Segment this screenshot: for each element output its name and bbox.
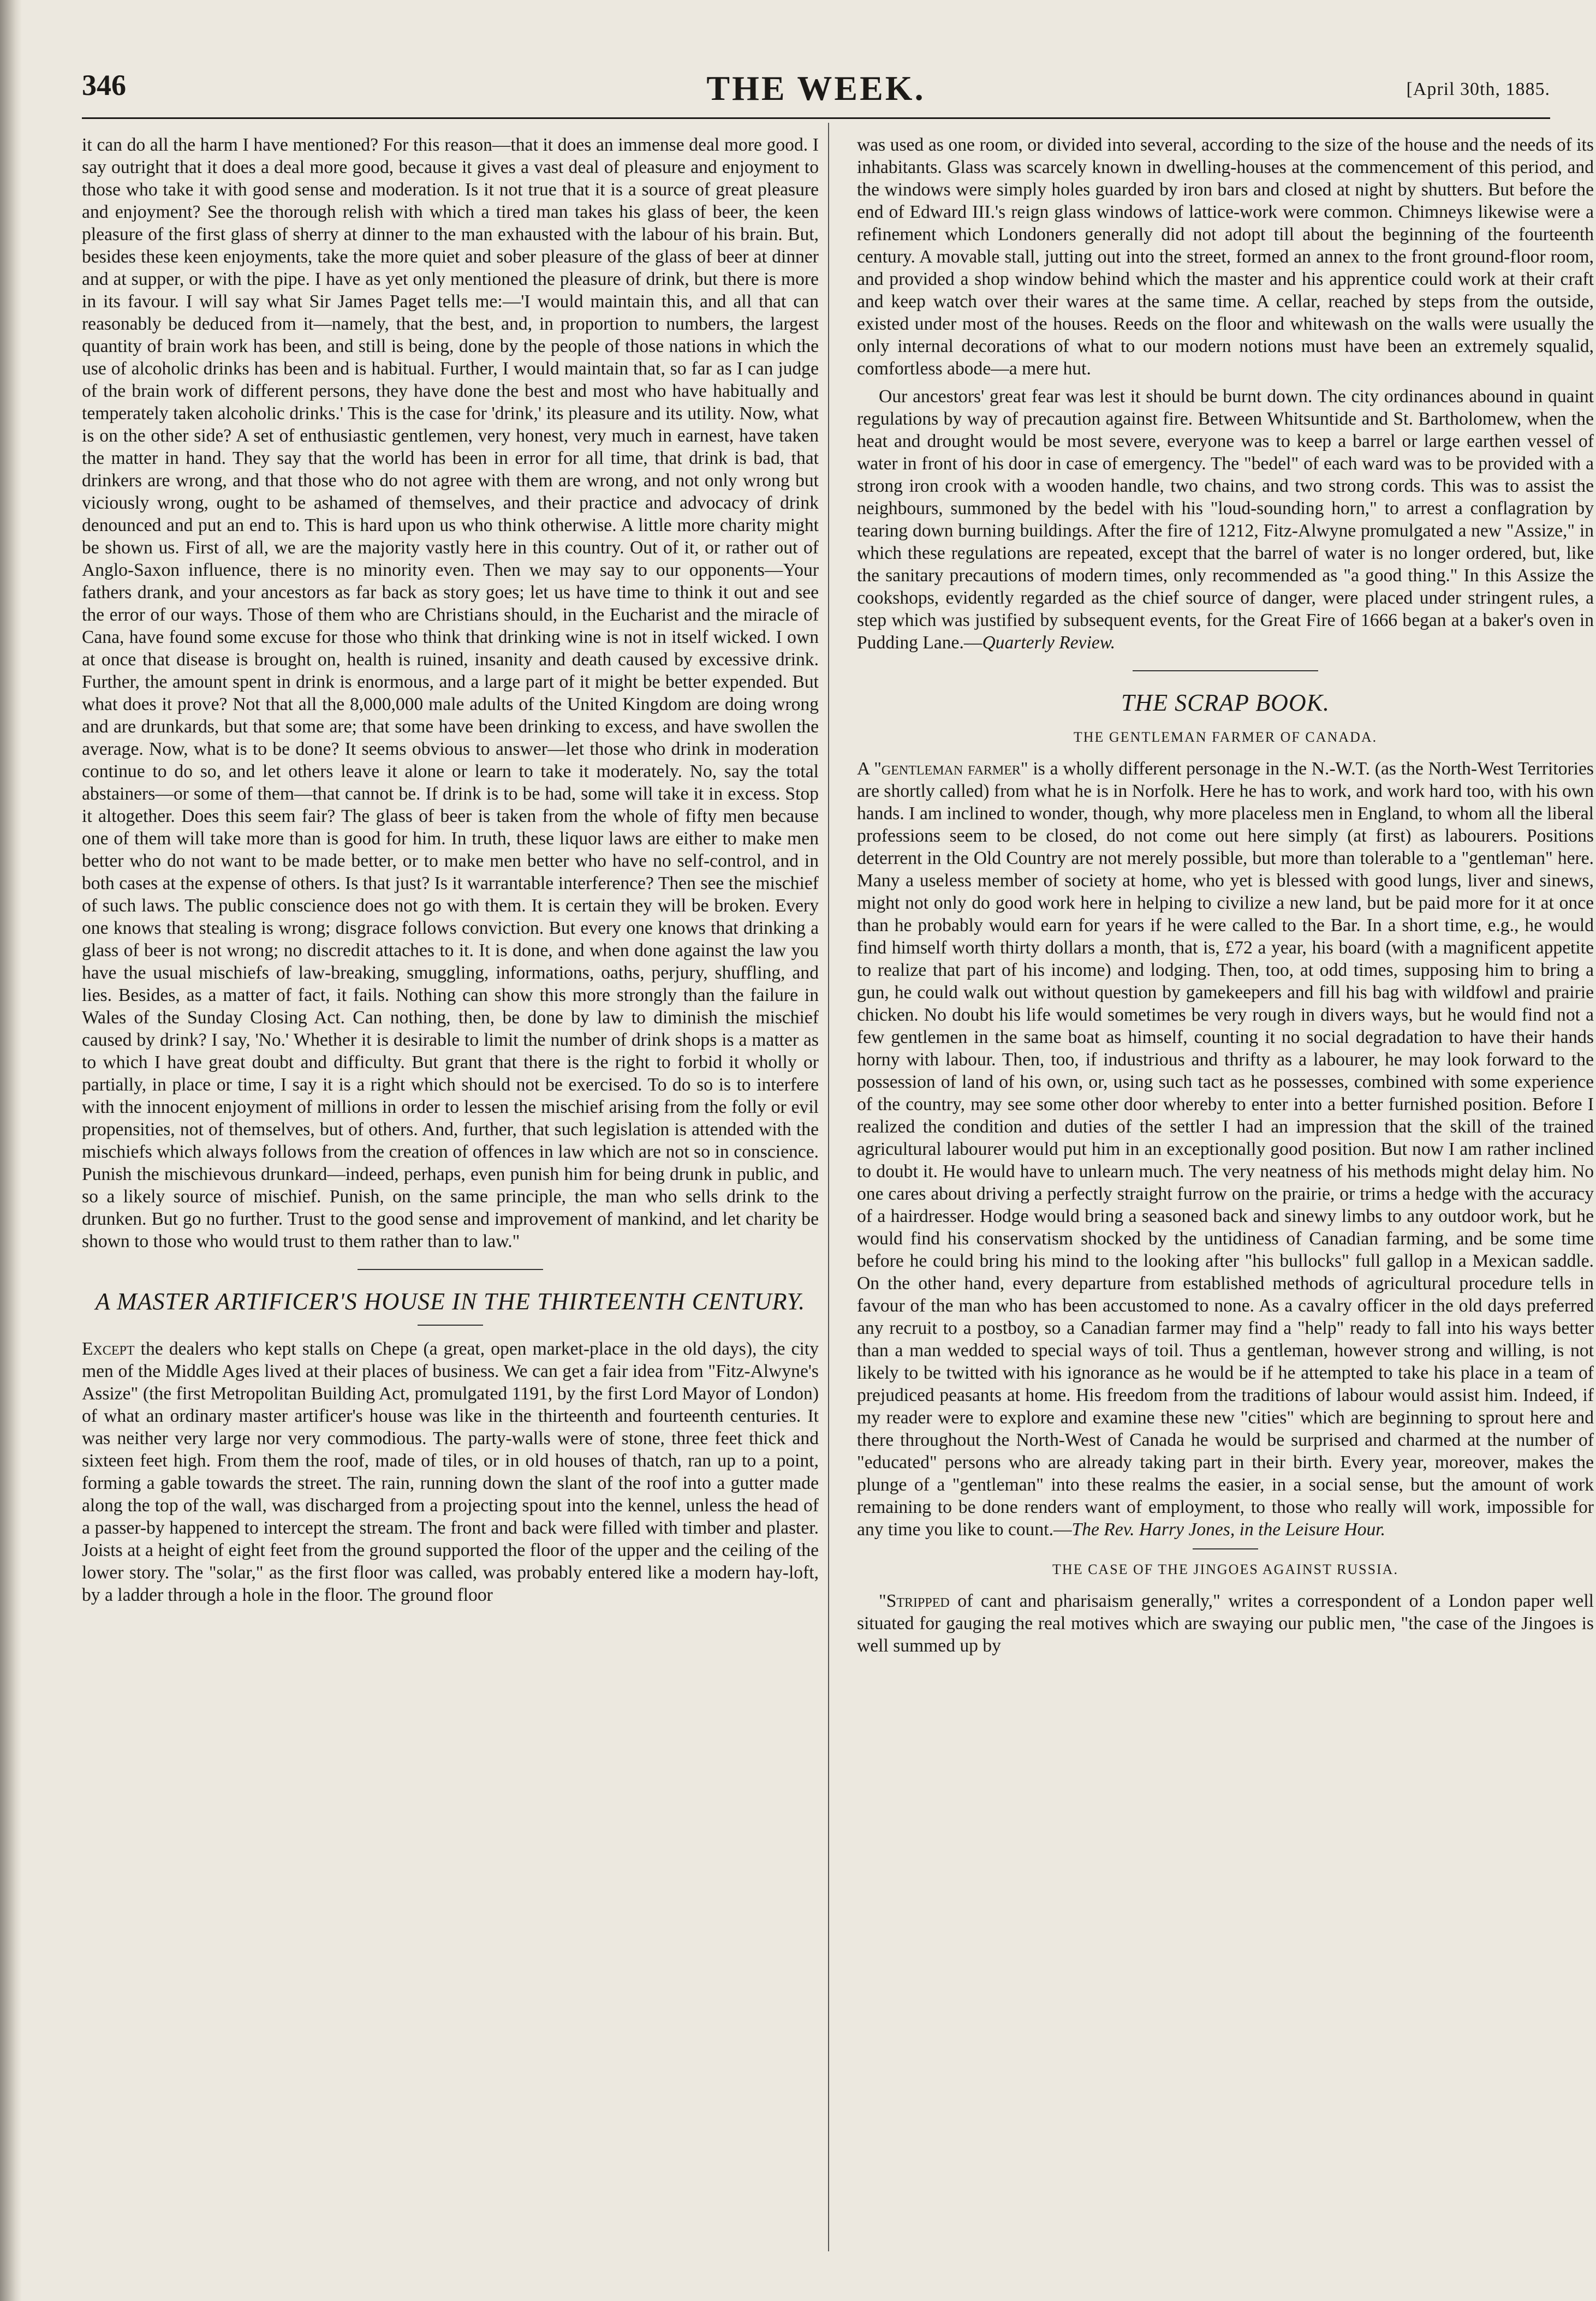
farmer-lead: A "gentleman farmer" <box>857 759 1028 779</box>
jingoes-paragraph <box>857 1590 1594 1657</box>
jingoes-title: THE CASE OF THE JINGOES AGAINST RUSSIA. <box>1052 1561 1398 1577</box>
issue-date: [April 30th, 1885. <box>1406 79 1550 99</box>
drop-lead: Except <box>82 1339 135 1359</box>
artificer-fire-text: Our ancestors' great fear was lest it should be burnt down. The city ordinances abound in quaint regulations by way of precaution against fire. Between Whitsuntide and St. Bartholomew, when the heat and drought would be most severe, everyone was to keep a barrel or large earthen vessel of water in front of his door in case of emergency. The "bedel" of each ward was to be provided with a strong iron crook with a wooden handle, two chains, and two strong cords. This was to assist the neighbours, summoned by the bedel with his "loud-sounding horn," to arrest a conflagration by tearing down burning buildings. After the fire of 1212, Fitz-Alwyne promulgated a new "Assize," in which these regulations are repeated, except that the barrel of water is no longer ordered, but, like the sanitary precautions of modern times, only recommended as "a good thing." In this Assize the cookshops, evidently regarded as the chief source of danger, were placed under stringent rules, a step which was justified by subsequent events, for the Great Fire of 1666 began at a baker's oven in Pudding Lane.— <box>857 386 1594 653</box>
section-separator <box>358 1269 543 1270</box>
scrap-book-title: THE SCRAP BOOK. <box>1121 689 1330 716</box>
artificer-fire-paragraph <box>857 385 1594 654</box>
drink-article-paragraph: it can do all the harm I have mentioned? For this reason—that it does an immense deal more good. I say outright that it does a deal more good, because it gives a vast deal of pleasure and enjoyment to those who take it with good sense and moderation. Is it not true that it is a source of great pleasure and enjoyment? See the thorough relish with which a tired man takes his glass of beer, the keen pleasure of the first glass of sherry at dinner to the man exhausted with the labour of his brain. But, besides these keen enjoyments, take the more quiet and sober pleasure of the glass of beer at dinner and at supper, or with the pipe. I have as yet only mentioned the pleasure of drink, but there is more in its favour. I will say what Sir James Paget tells me:—'I would maintain this, and all that can reasonably be deduced from it—namely, that the best, and, in proportion to numbers, the largest quantity of brain work has been, and still is being, done by the people of those nations in which the use of alcoholic drinks has been and is habitual. Further, I would maintain that, so far as I can judge of the brain work of different persons, they have done the best and most who have habitually and temperately taken alcoholic drinks.' This is the case for 'drink,' its pleasure and its utility. Now, what is on the other side? A set of enthusiastic gentlemen, very honest, very much in earnest, have taken the matter in hand. They say that the world has been in error for all time, that drink is bad, that drinkers are wrong, and that those who do not agree with them are wrong, and not only wrong but viciously wrong, ought to be ashamed of themselves, and their practice and advocacy of drink denounced and put an end to. This is hard upon us who think otherwise. A little more charity might be shown us. First of all, we are the majority vastly here in this country. Out of it, or rather out of Anglo-Saxon influence, there is no minority even. Then we may say to our opponents—Your fathers drank, and your ancestors as far back as story goes; let us have time to think it out and see the error of our ways. Those of them who are Christians should, in the Eucharist and the miracle of Cana, have found some excuse for those who think that drinking wine is not in itself wicked. I own at once that disease is brought on, health is ruined, insanity and death caused by excessive drink. Further, the amount spent in drink is enormous, and a large part of it might be better expended. But what does it prove? Not that all the 8,000,000 male adults of the United Kingdom are doing wrong and are drunkards, but that some are; that some have been drinking to excess, and have swollen the average. Now, what is to be done? It seems obvious to answer—let those who drink in moderation continue to do so, and let others leave it alone or learn to take it moderately. No, say the total abstainers—or some of them—that cannot be. If drink is to be had, some will take it in excess. Stop it altogether. Does this seem fair? The glass of beer is taken from the whole of fifty men because one of them will take more than is good for him. In truth, these liquor laws are either to make men better who do not want to be made better, or to make men better who have no self-control, and in both cases at the expense of others. Is that just? Is it warrantable interference? Then see the mischief of such laws. The public conscience does not go with them. It is certain they will be broken. Every one knows that stealing is wrong; disgrace follows conviction. But every one knows that drinking a glass of beer is not wrong; no discredit attaches to it. It is done, and when done against the law you have the usual mischiefs of law-breaking, smuggling, informations, oaths, perjury, shuffling, and lies. Besides, as a matter of fact, it fails. Nothing can show this more strongly than the failure in Wales of the Sunday Closing Act. Can nothing, then, be done by law to diminish the mischief caused by drink? I say, 'No.' Whether it is desirable to limit the number of drink shops is a matter as to which I have great doubt and difficulty. But grant that there is the right to forbid it wholly or partially, in place or time, I say it is a right which should not be exercised. To do so is to interfere with the innocent enjoyment of millions in order to lessen the mischief arising from the folly or evil propensities, not of themselves, but of others. And, further, that such legislation is attended with the mischiefs which always follows from the creation of offences in law which are not so in conscience. Punish the mischievous drunkard—indeed, perhaps, even punish him for being drunk in public, and so a likely source of mischief. Punish, on the same principle, the man who sells drink to the drunken. But go no further. Trust to the good sense and improvement of mankind, and let charity be shown to those who would trust to them rather than to law." <box>82 135 819 1251</box>
gentleman-farmer-paragraph <box>857 758 1594 1541</box>
page-number: 346 <box>82 69 126 102</box>
gentleman-farmer-title: THE GENTLEMAN FARMER OF CANADA. <box>1073 729 1378 745</box>
artificer-continued-paragraph: was used as one room, or divided into several, according to the size of the house and the needs of its inhabitants. Glass was scarcely known in dwelling-houses at the commencement of this period, and the windows were simply holes guarded by iron bars and closed at night by shutters. But before the end of Edward III.'s reign glass windows of lattice-work were common. Chimneys likewise were a refinement which Londoners generally did not adopt till about the beginning of the fourteenth century. A movable stall, jutting out into the street, formed an annex to the front ground-floor room, and provided a shop window behind which the master and his apprentice could work at their craft and keep watch over their wares at the same time. A cellar, reached by steps from the outside, existed under most of the houses. Reeds on the floor and whitewash on the walls were usually the only internal decorations of what to our modern notions must have been an extremely squalid, comfortless abode—a mere hut. <box>857 135 1594 379</box>
farmer-text: is a wholly different personage in the N.-W.T. (as the North-West Territories are shortly called) from what he is in Norfolk. Here he has to work, and work hard too, with his own hands. I am inclined to wonder, though, why more placeless men in England, to whom all the liberal professions seem to be closed, do not come out here simply (at first) as labourers. Positions deterrent in the Old Country are not merely possible, but more than tolerable to a "gentleman" here. Many a useless member of society at home, who yet is blessed with good lungs, liver and sinews, might not only do good work here in helping to civilize a new land, but be paid more for it at once than he probably would earn for years if he were called to the Bar. In a short time, e.g., he would find himself worth thirty dollars a month, that is, £72 a year, his board (with a magnificent appetite to realize that part of his income) and lodging. Then, too, at odd times, supposing him to bring a gun, he could walk out without question by gamekeepers and fill his bag with wildfowl and prairie chicken. No doubt his life would sometimes be very rough in divers ways, but he would find not a few gentlemen in the same boat as himself, counting it no social degradation to have their hands horny with labour. Then, too, if industrious and thrifty as a labourer, he may look forward to the possession of land of his own, or, using such tact as he possesses, combined with some experience of the country, may see some other door whereby to enter into a better furnished position. Before I realized the condition and duties of the settler I had an impression that the skill of the trained agricultural labourer would put him in an exceptionally good position. But now I am rather inclined to doubt it. He would have to unlearn much. The very neatness of his methods might delay him. No one cares about driving a perfectly straight furrow on the prairie, or trims a hedge with the accuracy of a hairdresser. Hodge would bring a seasoned back and sinewy limbs to any outdoor work, but he would find his conservatism shocked by the untidiness of Canadian farming, and be some time before he could bring his mind to the looking after "his bullocks" full gallop in a Mexican saddle. On the other hand, every departure from established methods of agricultural procedure tells in favour of the man who has been accustomed to none. As a cavalry officer in the old days preferred any recruit to a postboy, so a Canadian farmer may find a "help" ready to fall into his ways better than a man wedded to special ways of toil. Thus a gentleman, however strong and willing, is not likely to be twitted with his ignorance as he would be if he attempted to take his place in a team of prejudiced peasants at home. His freedom from the traditions of labour would assist him. Indeed, if my reader were to explore and examine these new "cities" which are beginning to sprout here and there throughout the North-West of Canada he would be surprised and charmed at the number of "educated" persons who are already taking part in their birth. Every year, moreover, makes the plunge of a "gentleman" into these realms the easier, in a social sense, but the amount of work remaining to be done renders want of employment, to those who really will work, impossible for any time you like to count.— <box>857 759 1594 1540</box>
right-column <box>857 134 1594 1662</box>
artificer-source: Quarterly Review. <box>982 633 1116 653</box>
jingoes-lead: "Stripped <box>879 1591 950 1611</box>
article-separator <box>1193 1548 1258 1549</box>
jingoes-text: of cant and pharisaism generally," writes a correspondent of a London paper well situated for gauging the real motives which are swaying our public men, "the case of the Jingoes is well summed up by <box>857 1591 1594 1656</box>
page-header <box>82 68 1550 112</box>
title-rule <box>418 1325 483 1326</box>
header-rule <box>82 117 1550 119</box>
section-separator <box>1133 670 1318 671</box>
binding-edge <box>0 0 22 2301</box>
artificer-article-title: A MASTER ARTIFICER'S HOUSE IN THE THIRTEENTH CENTURY. <box>95 1288 806 1315</box>
column-divider <box>828 123 829 2251</box>
left-column <box>82 134 819 1612</box>
farmer-source: The Rev. Harry Jones, in the Leisure Hour. <box>1071 1519 1386 1540</box>
artificer-article-text: the dealers who kept stalls on Chepe (a great, open market-place in the old days), the city men of the Middle Ages lived at their places of business. We can get a fair idea from "Fitz-Alwyne's Assize" (the first Metropolitan Building Act, promulgated 1191, by the first Lord Mayor of London) of what an ordinary master artificer's house was like in the thirteenth and fourteenth centuries. It was neither very large nor very commodious. The party-walls were of stone, three feet thick and sixteen feet high. From them the roof, made of tiles, or in old houses of thatch, ran up to a point, forming a gable towards the street. The rain, running down the slant of the roof into a gutter made along the top of the wall, was discharged from a projecting spout into the kennel, unless the head of a passer-by happened to intercept the stream. The front and back were filled with timber and plaster. Joists at a height of eight feet from the ground supported the floor of the upper and the ceiling of the lower story. The "solar," as the first floor was called, was probably entered like a modern hay-loft, by a ladder through a hole in the floor. The ground floor <box>82 1339 819 1605</box>
artificer-article-paragraph <box>82 1338 819 1606</box>
masthead: THE WEEK. <box>706 69 926 108</box>
